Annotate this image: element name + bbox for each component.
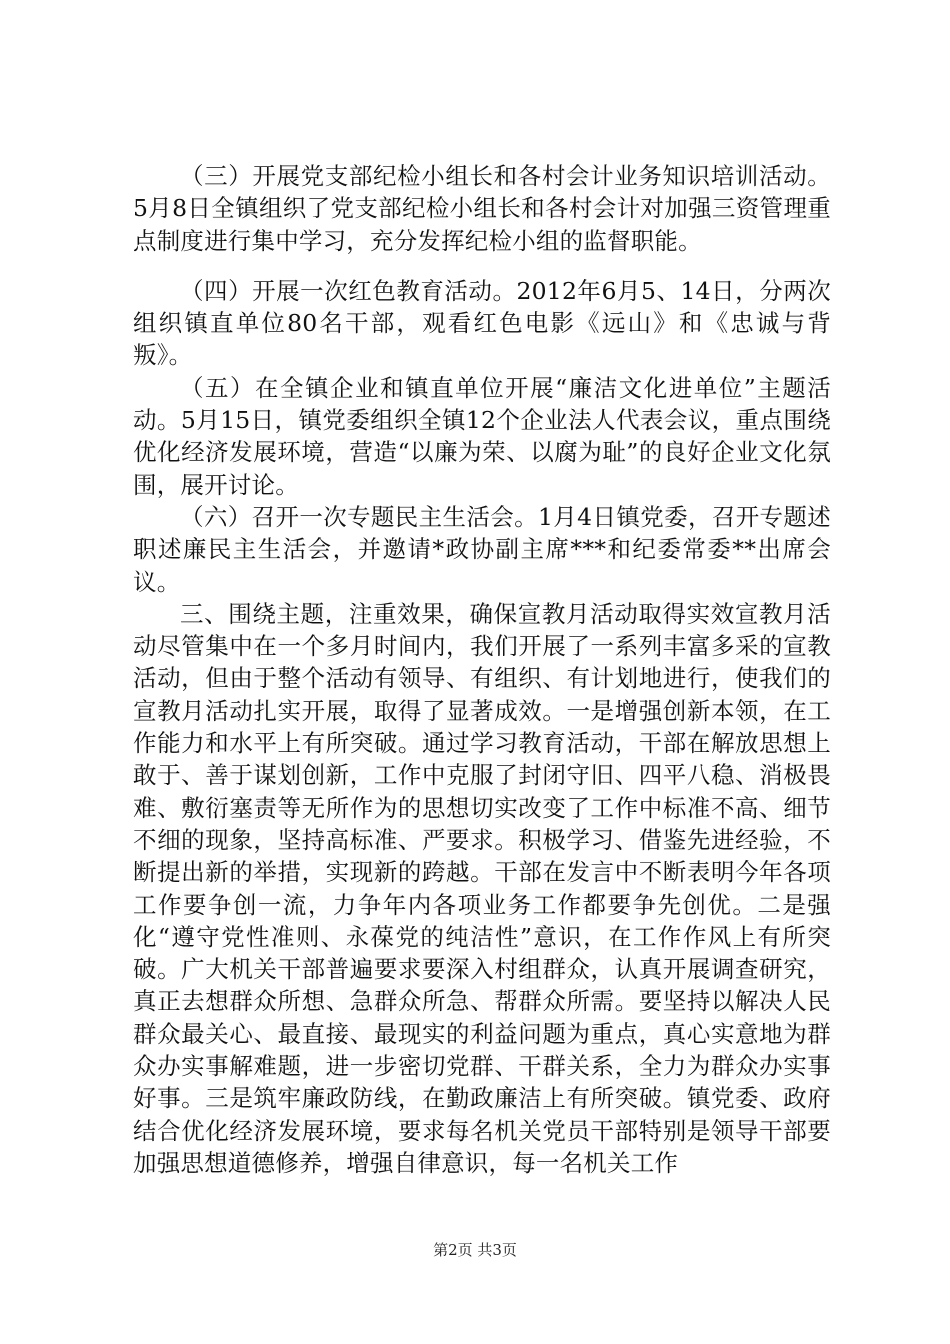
page-number-footer: 第2页 共3页 [433, 1241, 517, 1259]
paragraph-section-6: （六）召开一次专题民主生活会。1月4日镇党委，召开专题述职述廉民主生活会，并邀请*政协副主席***和纪委常委**出席会议。 [133, 502, 831, 596]
paragraph-section-4: （四）开展一次红色教育活动。2012年6月5、14日，分两次组织镇直单位80名干部，观看红色电影《远山》和《忠诚与背叛》。 [133, 276, 831, 370]
paragraph-section-3: （三）开展党支部纪检小组长和各村会计业务知识培训活动。5月8日全镇组织了党支部纪检小组长和各村会计对加强三资管理重点制度进行集中学习，充分发挥纪检小组的监督职能。 [133, 162, 831, 255]
paragraph-section-5: （五）在全镇企业和镇直单位开展“廉洁文化进单位”主题活动。5月15日，镇党委组织全镇12个企业法人代表会议，重点围绕优化经济发展环境，营造“以廉为荣、以腐为耻”的良好企业文化氛围，展开讨论。 [133, 373, 831, 499]
document-body [133, 160, 831, 1179]
paragraph-part-three: 三、围绕主题，注重效果，确保宣教月活动取得实效宣教月活动尽管集中在一个多月时间内，我们开展了一系列丰富多采的宣教活动，但由于整个活动有领导、有组织、有计划地进行，使我们的宣教月活动扎实开展，取得了显著成效。一是增强创新本领，在工作能力和水平上有所突破。通过学习教育活动，干部在解放思想上敢于、善于谋划创新，工作中克服了封闭守旧、四平八稳、消极畏难、敷衍塞责等无所作为的思想切实改变了工作中标准不高、细节不细的现象，坚持高标准、严要求。积极学习、借鉴先进经验，不断提出新的举措，实现新的跨越。干部在发言中不断表明今年各项工作要争创一流，力争年内各项业务工作都要争先创优。二是强化“遵守党性准则、永葆党的纯洁性”意识，在工作作风上有所突破。广大机关干部普遍要求要深入村组群众，认真开展调查研究，真正去想群众所想、急群众所急、帮群众所需。要坚持以解决人民群众最关心、最直接、最现实的利益问题为重点，真心实意地为群众办实事解难题，进一步密切党群、干群关系，全力为群众办实事好事。三是筑牢廉政防线，在勤政廉洁上有所突破。镇党委、政府结合优化经济发展环境，要求每名机关党员干部特别是领导干部要加强思想道德修养，增强自律意识，每一名机关工作 [133, 599, 831, 1177]
